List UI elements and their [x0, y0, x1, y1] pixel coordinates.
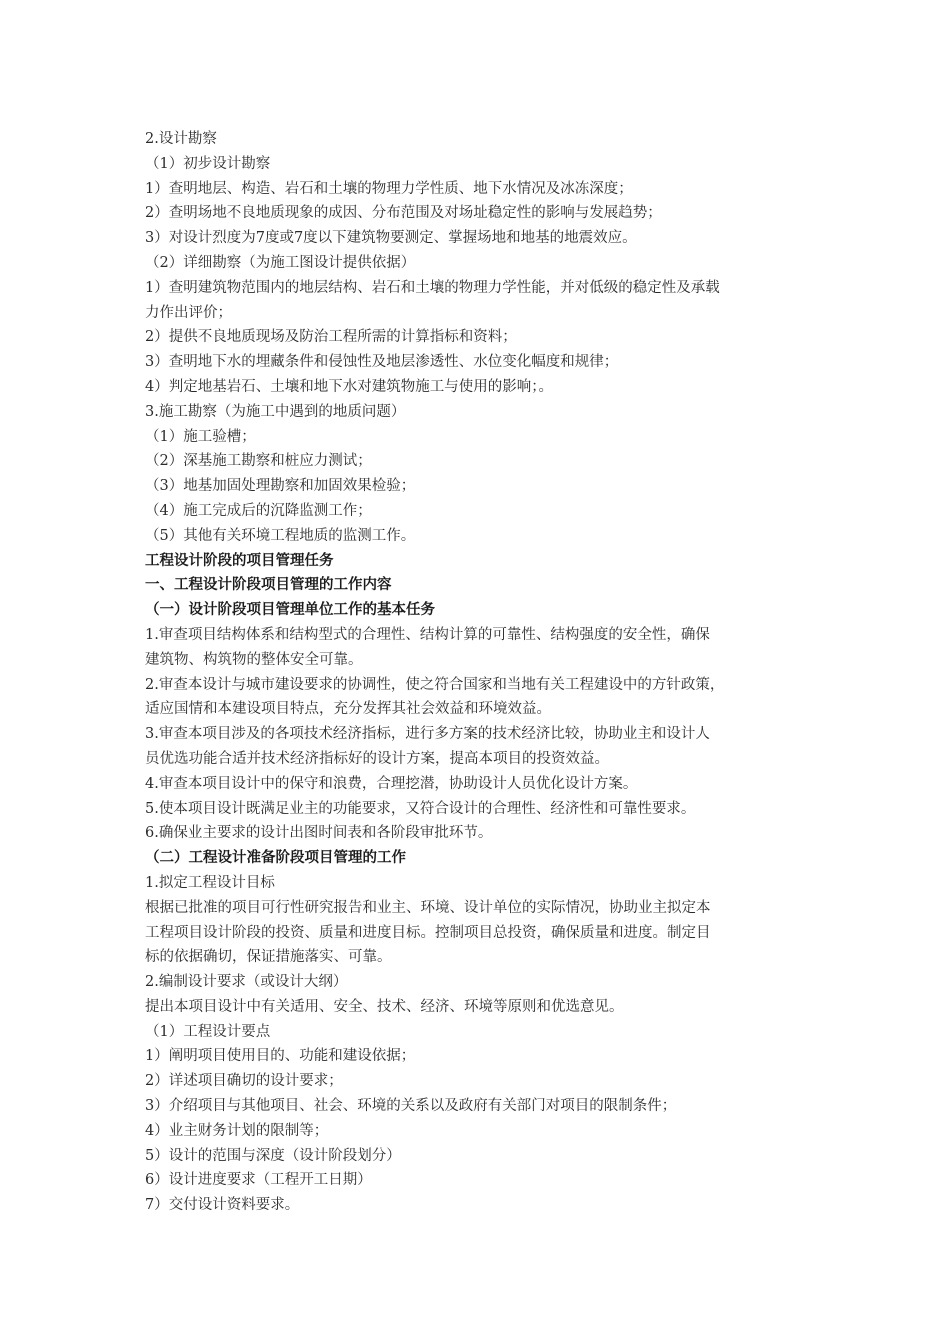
text-line: 员优选功能合适并技术经济指标好的设计方案，提高本项目的投资效益。 [145, 750, 609, 767]
text-line: 根据已批准的项目可行性研究报告和业主、环境、设计单位的实际情况，协助业主拟定本 [145, 899, 711, 916]
text-line: （1）工程设计要点 [145, 1023, 271, 1040]
text-line: 4.审查本项目设计中的保守和浪费，合理挖潜，协助设计人员优化设计方案。 [145, 775, 638, 792]
text-line: 1.拟定工程设计目标 [145, 874, 275, 891]
document-body [145, 127, 815, 1218]
text-line: （3）地基加固处理勘察和加固效果检验； [145, 478, 416, 495]
text-line: 1）查明地层、构造、岩石和土壤的物理力学性质、地下水情况及冰冻深度； [145, 180, 633, 197]
text-line: （2）深基施工勘察和桩应力测试； [145, 453, 372, 470]
text-line: 4）业主财务计划的限制等； [145, 1122, 329, 1139]
text-line: 6）设计进度要求（工程开工日期） [145, 1172, 372, 1189]
text-line: （2）详细勘察（为施工图设计提供依据） [145, 254, 416, 271]
text-line: 建筑物、构筑物的整体安全可靠。 [145, 651, 363, 668]
text-line: 适应国情和本建设项目特点，充分发挥其社会效益和环境效益。 [145, 701, 551, 718]
text-line: 3）对设计烈度为7度或7度以下建筑物要测定、掌握场地和地基的地震效应。 [145, 230, 637, 247]
text-line: 3.施工勘察（为施工中遇到的地质问题） [145, 403, 406, 420]
section-heading: （二）工程设计准备阶段项目管理的工作 [145, 850, 406, 867]
section-heading: （一）设计阶段项目管理单位工作的基本任务 [145, 602, 435, 619]
text-line: 2.设计勘察 [145, 131, 217, 147]
text-line: 2.审查本设计与城市建设要求的协调性，使之符合国家和当地有关工程建设中的方针政策， [145, 676, 725, 693]
text-line: （1）施工验槽； [145, 428, 256, 445]
text-line: 2）查明场地不良地质现象的成因、分布范围及对场址稳定性的影响与发展趋势； [145, 205, 662, 222]
section-heading: 工程设计阶段的项目管理任务 [145, 552, 334, 569]
text-line: 3.审查本项目涉及的各项技术经济指标，进行多方案的技术经济比较，协助业主和设计人 [145, 726, 710, 743]
text-line: （5）其他有关环境工程地质的监测工作。 [145, 527, 416, 544]
text-line: （4）施工完成后的沉降监测工作； [145, 502, 372, 519]
text-line: 力作出评价； [145, 304, 232, 321]
text-line: 5.使本项目设计既满足业主的功能要求，又符合设计的合理性、经济性和可靠性要求。 [145, 800, 696, 817]
text-line: 工程项目设计阶段的投资、质量和进度目标。控制项目总投资，确保质量和进度。制定目 [145, 924, 711, 941]
text-line: 标的依据确切，保证措施落实、可靠。 [145, 949, 392, 966]
text-line: 3）查明地下水的埋藏条件和侵蚀性及地层渗透性、水位变化幅度和规律； [145, 354, 619, 371]
text-line: 1.审查项目结构体系和结构型式的合理性、结构计算的可靠性、结构强度的安全性，确保 [145, 626, 710, 643]
text-line: 5）设计的范围与深度（设计阶段划分） [145, 1147, 401, 1164]
text-line: 2）提供不良地质现场及防治工程所需的计算指标和资料； [145, 329, 517, 346]
text-line: 1）阐明项目使用目的、功能和建设依据； [145, 1048, 416, 1065]
text-line: 1）查明建筑物范围内的地层结构、岩石和土壤的物理力学性能，并对低级的稳定性及承载 [145, 279, 720, 296]
text-line: 提出本项目设计中有关适用、安全、技术、经济、环境等原则和优选意见。 [145, 998, 624, 1015]
text-line: 4）判定地基岩石、土壤和地下水对建筑物施工与使用的影响；。 [145, 378, 553, 395]
text-line: 2）详述项目确切的设计要求； [145, 1073, 343, 1090]
text-line: 6.确保业主要求的设计出图时间表和各阶段审批环节。 [145, 825, 493, 842]
text-line: （1）初步设计勘察 [145, 155, 271, 172]
text-line: 2.编制设计要求（或设计大纲） [145, 974, 348, 991]
section-heading: 一、工程设计阶段项目管理的工作内容 [145, 577, 392, 594]
text-line: 7）交付设计资料要求。 [145, 1197, 300, 1214]
text-line: 3）介绍项目与其他项目、社会、环境的关系以及政府有关部门对项目的限制条件； [145, 1098, 677, 1115]
